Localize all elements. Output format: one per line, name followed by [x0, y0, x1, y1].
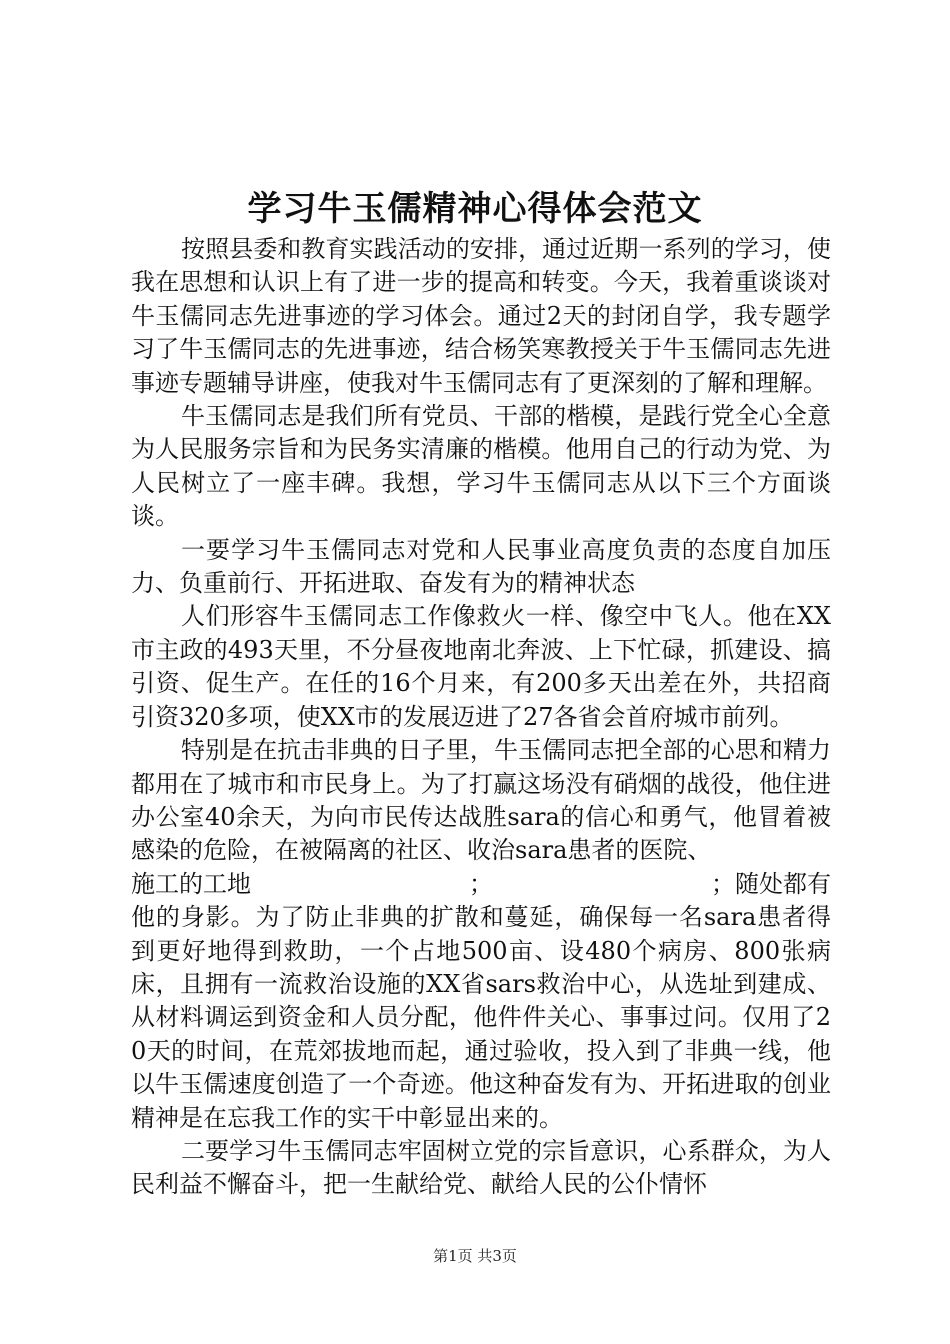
split-right-text: ；随处都有	[711, 869, 831, 898]
paragraph-model: 牛玉儒同志是我们所有党员、干部的楷模，是践行党全心全意为人民服务宗旨和为民务实清廉的楷模。他用自己的行动为党、为人民树立了一座丰碑。我想，学习牛玉儒同志从以下三个方面谈谈。	[131, 402, 831, 531]
paragraph-sars-part2: 他的身影。为了防止非典的扩散和蔓延，确保每一名sara患者得到更好地得到救助，一个占地500亩、设480个病房、800张病床，且拥有一流救治设施的XX省sars救治中心，从选址到建成、从材料调运到资金和人员分配，他件件关心、事事过问。仅用了20天的时间，在荒郊拔地而起，通过验收，投入到了非典一线，他以牛玉儒速度创造了一个奇迹。他这种奋发有为、开拓进取的创业精神是在忘我工作的实干中彰显出来的。	[131, 903, 831, 1132]
document-body	[131, 233, 831, 1202]
page-footer: 第1页 共3页	[433, 1247, 517, 1265]
paragraph-intro: 按照县委和教育实践活动的安排，通过近期一系列的学习，使我在思想和认识上有了进一步的提高和转变。今天，我着重谈谈对牛玉儒同志先进事迹的学习体会。通过2天的封闭自学，我专题学习了牛玉儒同志的先进事迹，结合杨笑寒教授关于牛玉儒同志先进事迹专题辅导讲座，使我对牛玉儒同志有了更深刻的了解和理解。	[131, 235, 831, 397]
paragraph-point-two: 二要学习牛玉儒同志牢固树立党的宗旨意识，心系群众，为人民利益不懈奋斗，把一生献给党、献给人民的公仆情怀	[131, 1136, 831, 1199]
split-left-text: 施工的工地	[131, 869, 251, 898]
split-mid-text: ；	[469, 869, 493, 898]
document-title: 学习牛玉儒精神心得体会范文	[247, 189, 703, 229]
paragraph-work-record: 人们形容牛玉儒同志工作像救火一样、像空中飞人。他在XX市主政的493天里，不分昼夜地南北奔波、上下忙碌，抓建设、搞引资、促生产。在任的16个月来，有200多天出差在外，共招商引资320多项，使XX市的发展迈进了27各省会首府城市前列。	[131, 602, 831, 731]
paragraph-sars-part1: 特别是在抗击非典的日子里，牛玉儒同志把全部的心思和精力都用在了城市和市民身上。为了打赢这场没有硝烟的战役，他住进办公室40余天，为向市民传达战胜sara的信心和勇气，他冒着被感染的危险，在被隔离的社区、收治sara患者的医院、	[131, 736, 831, 865]
paragraph-sars-split-line	[131, 868, 831, 901]
paragraph-point-one: 一要学习牛玉儒同志对党和人民事业高度负责的态度自加压力、负重前行、开拓进取、奋发有为的精神状态	[131, 535, 831, 598]
